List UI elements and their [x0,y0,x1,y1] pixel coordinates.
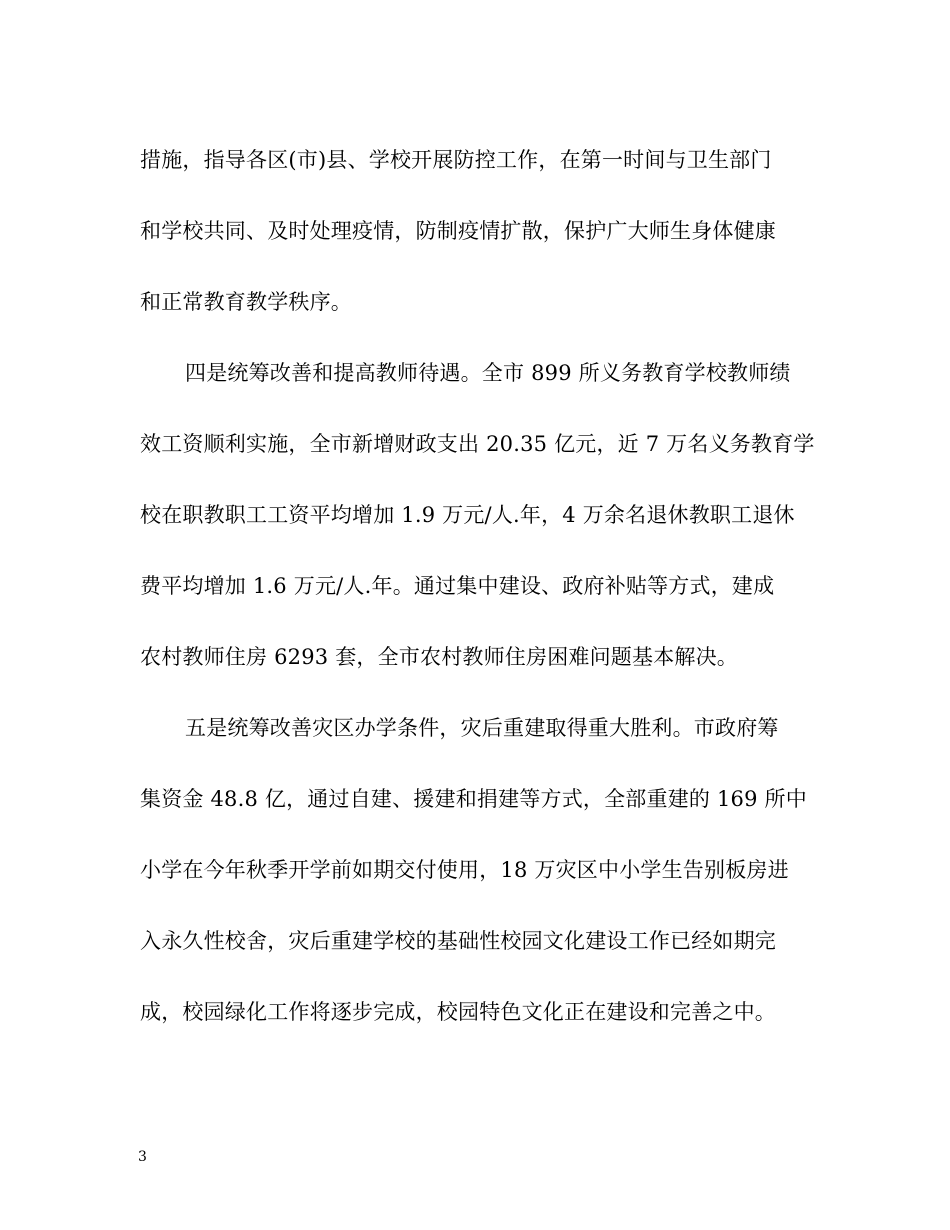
text-line-6: 校在职教职工工资平均增加 1.9 万元/人.年，4 万余名退休教职工退休 [140,503,795,527]
text-line-10: 集资金 48.8 亿，通过自建、援建和捐建等方式，全部重建的 169 所中 [140,787,807,811]
text-line-12: 入永久性校舍，灾后重建学校的基础性校园文化建设工作已经如期完 [140,929,776,953]
text-line-13: 成，校园绿化工作将逐步完成，校园特色文化正在建设和完善之中。 [140,1000,776,1024]
paragraph-4-line-1: 四是统筹改善和提高教师待遇。全市 899 所义务教育学校教师绩 [185,361,791,385]
page-number: 3 [138,1149,147,1165]
text-line-7: 费平均增加 1.6 万元/人.年。通过集中建设、政府补贴等方式，建成 [140,574,775,598]
text-line-1: 措施，指导各区(市)县、学校开展防控工作，在第一时间与卫生部门 [140,148,772,172]
text-line-8: 农村教师住房 6293 套，全市农村教师住房困难问题基本解决。 [140,645,738,669]
paragraph-5-line-1: 五是统筹改善灾区办学条件，灾后重建取得重大胜利。市政府筹 [185,716,779,740]
text-line-3: 和正常教育教学秩序。 [140,290,352,314]
text-line-5: 效工资顺利实施，全市新增财政支出 20.35 亿元，近 7 万名义务教育学 [140,432,815,456]
text-line-2: 和学校共同、及时处理疫情，防制疫情扩散，保护广大师生身体健康 [140,219,776,243]
text-line-11: 小学在今年秋季开学前如期交付使用，18 万灾区中小学生告别板房进 [140,858,789,882]
